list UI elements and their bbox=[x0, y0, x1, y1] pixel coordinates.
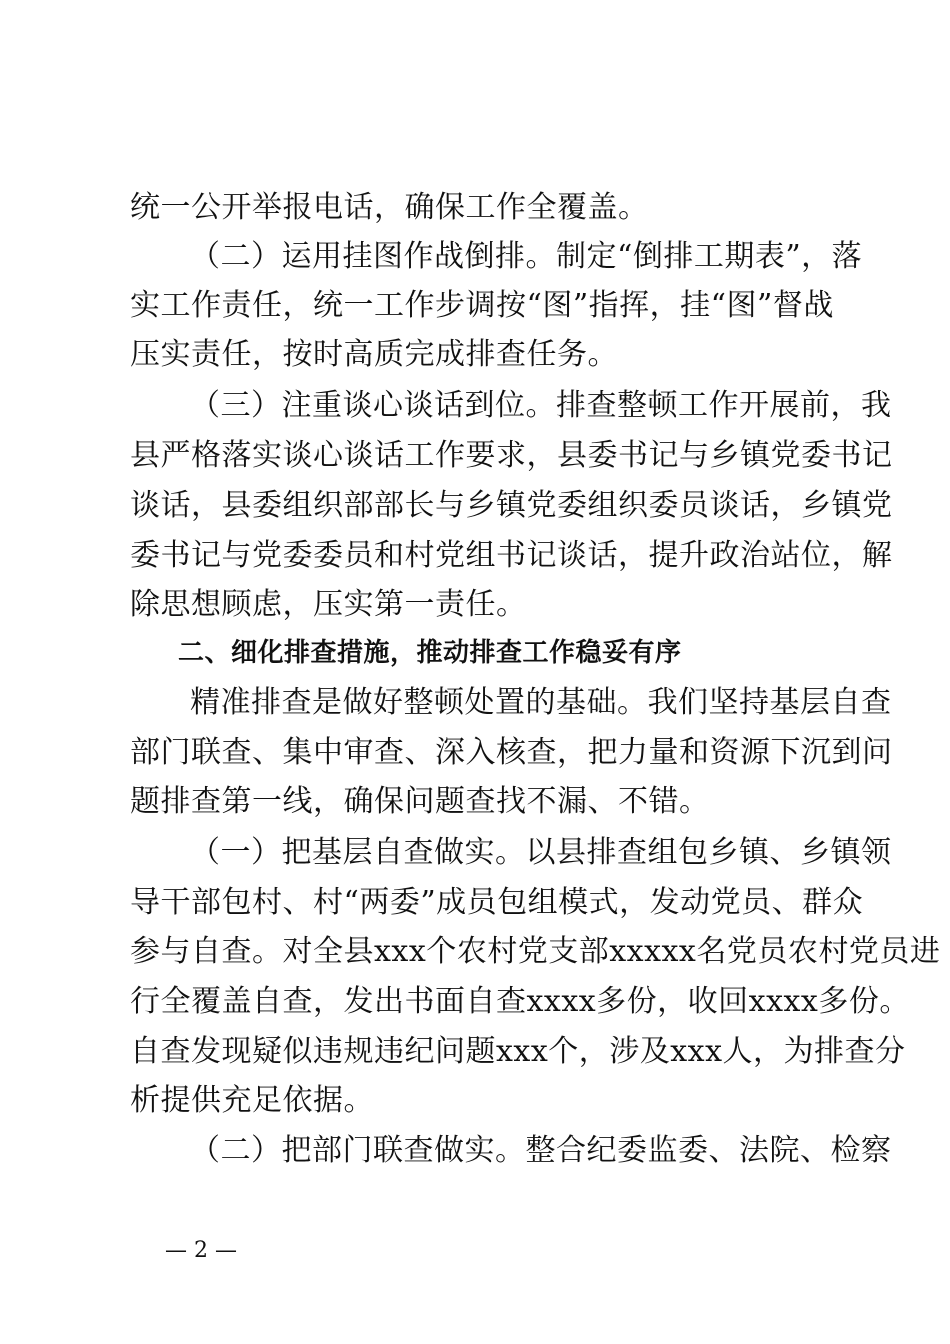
text-line: 参与自查。对全县xxx个农村党支部xxxxx名党员农村党员进 bbox=[130, 934, 941, 969]
text-line: 实工作责任，统一工作步调按“图”指挥，挂“图”督战 bbox=[130, 288, 834, 323]
text-line: 导干部包村、村“两委”成员包组模式，发动党员、群众 bbox=[130, 885, 864, 920]
text-line: （二）把部门联查做实。整合纪委监委、法院、检察 bbox=[190, 1133, 892, 1168]
text-line: 题排查第一线，确保问题查找不漏、不错。 bbox=[130, 784, 710, 819]
page-number: — 2 — bbox=[165, 1238, 237, 1263]
text-line: 委书记与党委委员和村党组书记谈话，提升政治站位，解 bbox=[130, 538, 893, 573]
text-line: 部门联查、集中审查、深入核查，把力量和资源下沉到问 bbox=[130, 735, 893, 770]
text-line: 县严格落实谈心谈话工作要求，县委书记与乡镇党委书记 bbox=[130, 438, 893, 473]
text-line: 统一公开举报电话，确保工作全覆盖。 bbox=[130, 190, 649, 225]
section-heading: 二、细化排查措施，推动排查工作稳妥有序 bbox=[178, 638, 682, 668]
text-line: 精准排查是做好整顿处置的基础。我们坚持基层自查 bbox=[190, 685, 892, 720]
text-line: （三）注重谈心谈话到位。排查整顿工作开展前，我 bbox=[190, 388, 892, 423]
text-line: 析提供充足依据。 bbox=[130, 1083, 374, 1118]
text-line: （一）把基层自查做实。以县排查组包乡镇、乡镇领 bbox=[190, 835, 892, 870]
text-line: 压实责任，按时高质完成排查任务。 bbox=[130, 337, 618, 372]
text-line: 行全覆盖自查，发出书面自查xxxx多份，收回xxxx多份。 bbox=[130, 984, 910, 1019]
text-line: 自查发现疑似违规违纪问题xxx个，涉及xxx人，为排查分 bbox=[130, 1034, 906, 1069]
text-line: 谈话，县委组织部部长与乡镇党委组织委员谈话，乡镇党 bbox=[130, 488, 893, 523]
text-line: 除思想顾虑，压实第一责任。 bbox=[130, 587, 527, 622]
text-line: （二）运用挂图作战倒排。制定“倒排工期表”，落 bbox=[190, 239, 863, 274]
